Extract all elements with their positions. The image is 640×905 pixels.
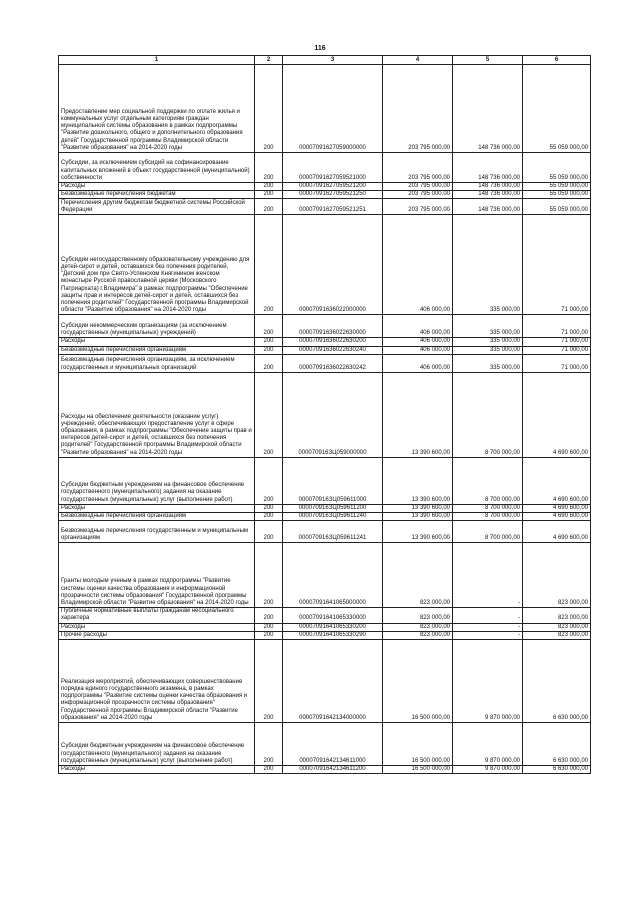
row-value-col4: 406 000,00 — [383, 338, 453, 346]
row-value-col6: 71 000,00 — [523, 354, 591, 372]
row-value-col5: 148 736 000,00 — [453, 199, 523, 215]
row-value-col6: 55 059 000,00 — [523, 191, 591, 199]
row-value-col6: 71 000,00 — [523, 346, 591, 354]
table-row — [59, 372, 591, 457]
row-value-col4: 13 390 600,00 — [383, 372, 453, 457]
row-value-col6: 55 059 000,00 — [523, 65, 591, 153]
row-value-col5: 335 000,00 — [453, 215, 523, 315]
row-name: Расходы — [59, 183, 255, 191]
table-row — [59, 766, 591, 774]
row-value-col6: 55 059 000,00 — [523, 183, 591, 191]
table-row — [59, 65, 591, 153]
row-value-col4: 823 000,00 — [383, 543, 453, 608]
row-value-col4: 406 000,00 — [383, 346, 453, 354]
row-value-col4: 823 000,00 — [383, 623, 453, 631]
column-header: 4 — [383, 56, 453, 65]
row-csr-code: 00007091642134000000 — [283, 640, 383, 723]
row-value-col5: - — [453, 543, 523, 608]
row-code: 200 — [255, 521, 283, 543]
row-csr-code: 00007091627059521251 — [283, 199, 383, 215]
table-row — [59, 338, 591, 346]
row-name: Расходы — [59, 504, 255, 512]
row-value-col6: 823 000,00 — [523, 631, 591, 639]
row-csr-code: 00007091627059521250 — [283, 191, 383, 199]
table-row — [59, 521, 591, 543]
row-value-col6: 4 690 600,00 — [523, 457, 591, 504]
row-value-col5: 8 700 000,00 — [453, 372, 523, 457]
row-name: Публичные нормативные выплаты гражданам несоциального характера — [59, 608, 255, 623]
column-header: 3 — [283, 56, 383, 65]
row-csr-code: 00007091627059521200 — [283, 183, 383, 191]
row-value-col5: 9 870 000,00 — [453, 723, 523, 766]
row-csr-code: 00007091636022630242 — [283, 354, 383, 372]
row-value-col5: - — [453, 631, 523, 639]
row-name: Прочие расходы — [59, 631, 255, 639]
row-value-col6: 6 630 000,00 — [523, 723, 591, 766]
row-value-col4: 406 000,00 — [383, 315, 453, 338]
row-value-col4: 203 795 000,00 — [383, 65, 453, 153]
row-code: 200 — [255, 623, 283, 631]
row-value-col5: 335 000,00 — [453, 315, 523, 338]
row-name: Расходы — [59, 766, 255, 774]
row-value-col6: 823 000,00 — [523, 623, 591, 631]
row-csr-code: 00007091636022000000 — [283, 215, 383, 315]
row-value-col6: 6 630 000,00 — [523, 766, 591, 774]
row-csr-code: 000070916ЗЦ059611241 — [283, 521, 383, 543]
row-name: Безвозмездные перечисления бюджетам — [59, 191, 255, 199]
row-value-col4: 13 390 600,00 — [383, 457, 453, 504]
row-value-col4: 406 000,00 — [383, 215, 453, 315]
row-value-col4: 16 500 000,00 — [383, 640, 453, 723]
row-name: Расходы на обеспечение деятельности (оказание услуг) учреждений, обеспечивающих предоставление услуг в сфере образования, в рамках подпрограммы "Обеспечение защиты прав и интересов детей-сирот и детей, оставшихся без попечения родителей" Государственной программы Владимирской области "Развитие образования" на 2014-2020 годы — [59, 372, 255, 457]
row-value-col4: 406 000,00 — [383, 354, 453, 372]
row-value-col5: 335 000,00 — [453, 354, 523, 372]
row-value-col5: 148 736 000,00 — [453, 191, 523, 199]
row-csr-code: 000070916ЗЦ059611240 — [283, 513, 383, 521]
row-code: 200 — [255, 640, 283, 723]
row-value-col5: 9 870 000,00 — [453, 640, 523, 723]
row-value-col6: 71 000,00 — [523, 338, 591, 346]
row-code: 200 — [255, 183, 283, 191]
row-value-col6: 55 059 000,00 — [523, 153, 591, 183]
row-csr-code: 000070916ЗЦ059611200 — [283, 504, 383, 512]
row-value-col6: 4 690 600,00 — [523, 504, 591, 512]
row-name: Субсидии бюджетным учреждениям на финансовое обеспечение государственного (муниципального) задания на оказание государственных (муниципальных) услуг (выполнение работ) — [59, 723, 255, 766]
row-code: 200 — [255, 354, 283, 372]
row-code: 200 — [255, 215, 283, 315]
column-header: 6 — [523, 56, 591, 65]
row-value-col4: 203 795 000,00 — [383, 191, 453, 199]
row-name: Гранты молодым ученым в рамках подпрограммы "Развитие системы оценки качества образования и информационной прозрачности системы образования" Государственной программы Владимирской области "Развитие образования" на 2014-2020 годы — [59, 543, 255, 608]
row-csr-code: 00007091636022630200 — [283, 338, 383, 346]
row-code: 200 — [255, 315, 283, 338]
row-code: 200 — [255, 543, 283, 608]
table-row — [59, 623, 591, 631]
row-value-col4: 16 500 000,00 — [383, 723, 453, 766]
row-name: Субсидии некоммерческим организациям (за исключением государственных (муниципальных) учреждений) — [59, 315, 255, 338]
row-value-col5: 8 700 000,00 — [453, 521, 523, 543]
row-value-col4: 13 390 600,00 — [383, 504, 453, 512]
row-csr-code: 00007091627059521000 — [283, 153, 383, 183]
row-name: Безвозмездные перечисления организациям — [59, 513, 255, 521]
table-row — [59, 457, 591, 504]
row-value-col4: 16 500 000,00 — [383, 766, 453, 774]
row-code: 200 — [255, 608, 283, 623]
row-value-col6: 4 690 600,00 — [523, 372, 591, 457]
row-value-col5: 148 736 000,00 — [453, 153, 523, 183]
row-csr-code: 000070916ЗЦ059000000 — [283, 372, 383, 457]
row-code: 200 — [255, 346, 283, 354]
row-value-col5: 9 870 000,00 — [453, 766, 523, 774]
row-value-col6: 71 000,00 — [523, 215, 591, 315]
row-code: 200 — [255, 153, 283, 183]
table-row — [59, 199, 591, 215]
row-value-col6: 6 630 000,00 — [523, 640, 591, 723]
table-row — [59, 354, 591, 372]
row-csr-code: 00007091636022630000 — [283, 315, 383, 338]
row-code: 200 — [255, 65, 283, 153]
table-row — [59, 346, 591, 354]
row-value-col5: 335 000,00 — [453, 346, 523, 354]
row-value-col4: 203 795 000,00 — [383, 183, 453, 191]
row-csr-code: 000070916ЗЦ059611000 — [283, 457, 383, 504]
row-name: Расходы — [59, 623, 255, 631]
column-header: 5 — [453, 56, 523, 65]
table-row — [59, 513, 591, 521]
row-code: 200 — [255, 766, 283, 774]
table-row — [59, 215, 591, 315]
table-row — [59, 543, 591, 608]
table-row — [59, 723, 591, 766]
row-name: Безвозмездные перечисления организациям, за исключением государственных и муниципальных организаций — [59, 354, 255, 372]
row-csr-code: 00007091641065000000 — [283, 543, 383, 608]
table-row — [59, 631, 591, 639]
row-code: 200 — [255, 504, 283, 512]
row-value-col6: 4 690 600,00 — [523, 521, 591, 543]
page-number: 116 — [314, 45, 326, 52]
row-code: 200 — [255, 199, 283, 215]
row-code: 200 — [255, 513, 283, 521]
row-value-col5: 8 700 000,00 — [453, 504, 523, 512]
budget-table — [58, 55, 591, 774]
table-row — [59, 183, 591, 191]
row-name: Безвозмездные перечисления организациям — [59, 346, 255, 354]
table-header-row — [59, 56, 591, 65]
row-value-col5: 8 700 000,00 — [453, 513, 523, 521]
row-name: Безвозмездные перечисления государственным и муниципальным организациям — [59, 521, 255, 543]
row-value-col5: 335 000,00 — [453, 338, 523, 346]
row-csr-code: 00007091636022630240 — [283, 346, 383, 354]
row-csr-code: 00007091641065330200 — [283, 623, 383, 631]
row-value-col4: 13 390 600,00 — [383, 521, 453, 543]
row-value-col4: 13 390 600,00 — [383, 513, 453, 521]
row-csr-code: 00007091642134611000 — [283, 723, 383, 766]
row-name: Субсидии, за исключением субсидий на софинансирование капитальных вложений в объект государственной (муниципальной) собственности — [59, 153, 255, 183]
table-row — [59, 153, 591, 183]
row-code: 200 — [255, 372, 283, 457]
row-code: 200 — [255, 338, 283, 346]
row-csr-code: 00007091641065330290 — [283, 631, 383, 639]
row-value-col4: 203 795 000,00 — [383, 199, 453, 215]
row-name: Реализация мероприятий, обеспечивающих совершенствование порядка единого государственного экзамена, в рамках подпрограммы "Развитие системы оценки качества образования и информационной прозрачности системы образования" Государственной программы Владимирской области "Развитие образования" на 2014-2020 годы — [59, 640, 255, 723]
row-value-col5: 148 736 000,00 — [453, 183, 523, 191]
table-row — [59, 315, 591, 338]
table-row — [59, 640, 591, 723]
table-row — [59, 191, 591, 199]
row-value-col6: 823 000,00 — [523, 543, 591, 608]
row-csr-code: 00007091627059000000 — [283, 65, 383, 153]
row-value-col6: 4 690 600,00 — [523, 513, 591, 521]
row-value-col6: 71 000,00 — [523, 315, 591, 338]
row-value-col4: 823 000,00 — [383, 631, 453, 639]
row-value-col5: 148 736 000,00 — [453, 65, 523, 153]
row-name: Субсидии негосударственному образовательному учреждению для детей-сирот и детей, оставшихся без попечения родителей, "Детский дом при Свято-Успенском Княгинином женском монастыре Русской православной церкви (Московского Патриархата) г.Владимира" в рамках подпрограммы "Обеспечение защиты прав и интересов детей-сирот и детей, оставшихся без попечения родителей" Государственной программы Владимирской области "Развитие образования" на 2014-2020 годы — [59, 215, 255, 315]
row-value-col4: 823 000,00 — [383, 608, 453, 623]
row-value-col5: - — [453, 608, 523, 623]
row-code: 200 — [255, 723, 283, 766]
row-name: Предоставление мер социальной поддержки по оплате жилья и коммунальных услуг отдельным категориям граждан муниципальной системы образования в рамках подпрограммы "Развитие дошкольного, общего и дополнительного образования детей" Государственной программы Владимирской области "Развитие образования" на 2014-2020 годы — [59, 65, 255, 153]
row-value-col6: 55 059 000,00 — [523, 199, 591, 215]
row-name: Перечисления другим бюджетам бюджетной системы Российской Федерации — [59, 199, 255, 215]
row-name: Расходы — [59, 338, 255, 346]
row-csr-code: 00007091642134611200 — [283, 766, 383, 774]
row-value-col5: 8 700 000,00 — [453, 457, 523, 504]
row-value-col5: - — [453, 623, 523, 631]
table-row — [59, 608, 591, 623]
row-code: 200 — [255, 631, 283, 639]
table-row — [59, 504, 591, 512]
row-value-col6: 823 000,00 — [523, 608, 591, 623]
row-code: 200 — [255, 457, 283, 504]
row-value-col4: 203 795 000,00 — [383, 153, 453, 183]
row-name: Субсидии бюджетным учреждениям на финансовое обеспечение государственного (муниципального) задания на оказание государственных (муниципальных) услуг (выполнение работ) — [59, 457, 255, 504]
row-csr-code: 00007091641065330000 — [283, 608, 383, 623]
column-header: 2 — [255, 56, 283, 65]
row-code: 200 — [255, 191, 283, 199]
column-header: 1 — [59, 56, 255, 65]
